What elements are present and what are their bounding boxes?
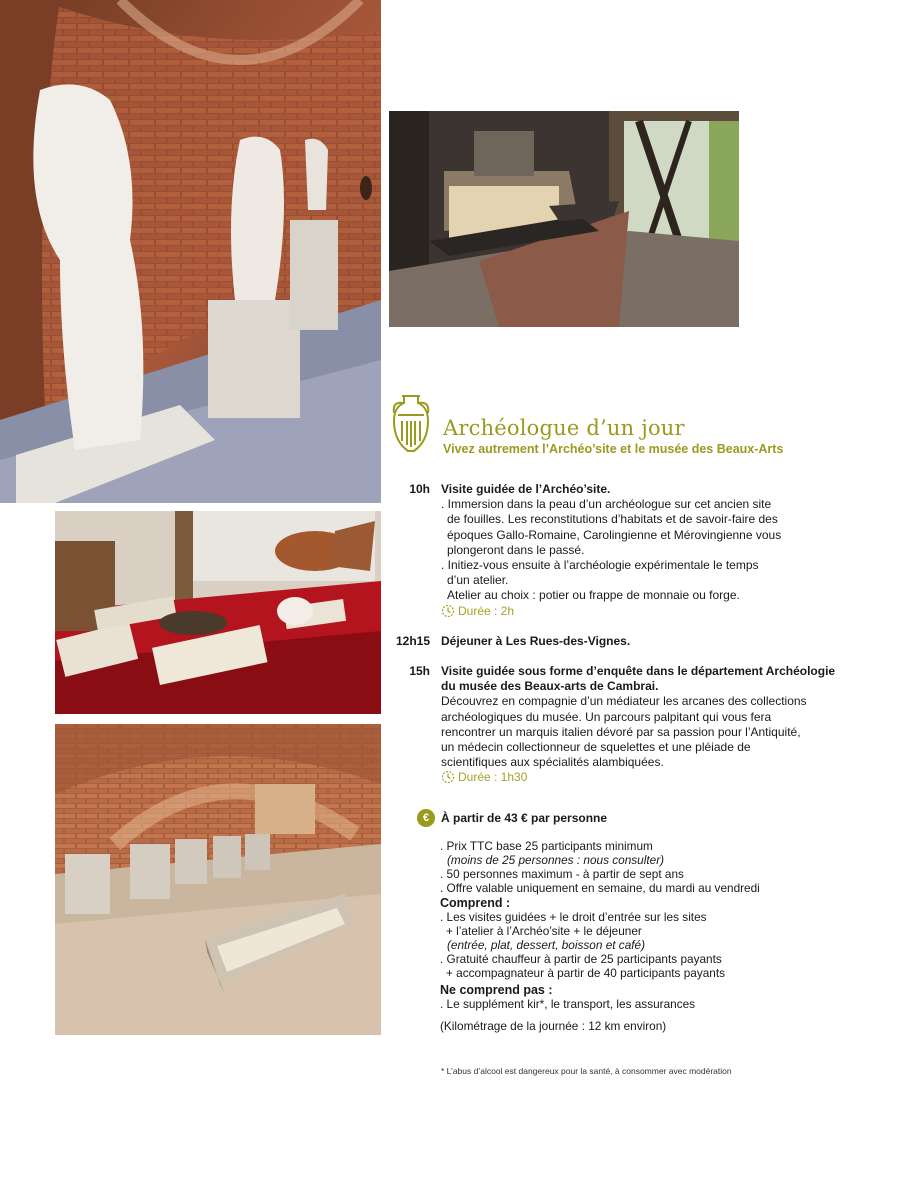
includes-section <box>440 896 860 980</box>
schedule-line: Atelier au choix : potier ou frappe de monnaie ou forge. <box>447 588 740 603</box>
euro-icon: € <box>417 809 435 827</box>
schedule-heading: Déjeuner à Les Rues-des-Vignes. <box>441 634 631 648</box>
amphora-vase-icon <box>390 393 432 455</box>
forge-anvil-photo <box>389 111 739 327</box>
schedule-line: rencontrer un marquis italien dévoré par sa passion pour l’Antiquité, <box>441 724 801 739</box>
includes-line: + l’atelier à l’Archéo’site + le déjeuner <box>446 924 642 938</box>
schedule-time: 15h <box>409 664 430 678</box>
mileage-note <box>440 1019 860 1033</box>
mileage-text: (Kilométrage de la journée : 12 km environ) <box>440 1019 667 1033</box>
schedule-line: archéologiques du musée. Un parcours palpitant qui vous fera <box>441 709 772 724</box>
schedule-time: 12h15 <box>395 634 430 648</box>
schedule-line: Découvrez en compagnie d’un médiateur les arcanes des collections <box>441 694 807 709</box>
excludes-heading: Ne comprend pas : <box>440 983 553 997</box>
price-label: À partir de 43 € par personne <box>441 811 608 825</box>
alcohol-footnote: * L’abus d’alcool est dangereux pour la santé, à consommer avec modération <box>441 1066 732 1076</box>
clock-icon <box>441 770 455 784</box>
schedule-heading: Visite guidée sous forme d’enquête dans le département Archéologie <box>441 664 836 678</box>
schedule-line: époques Gallo-Romaine, Carolingienne et Mérovingienne vous <box>447 527 782 542</box>
condition-line: . 50 personnes maximum - à partir de sept ans <box>440 867 684 881</box>
schedule-line: . Immersion dans la peau d’un archéologue sur cet ancien site <box>441 497 772 512</box>
schedule-line: d’un atelier. <box>447 573 509 588</box>
schedule-time: 10h <box>409 482 430 496</box>
schedule-heading: Visite guidée de l’Archéo’site. <box>441 482 611 496</box>
duration-text: Durée : 1h30 <box>458 770 528 785</box>
includes-line: . Gratuité chauffeur à partir de 25 participants payants <box>440 952 722 966</box>
duration-label <box>441 770 851 785</box>
schedule-line: . Initiez-vous ensuite à l’archéologie expérimentale le temps <box>441 558 759 573</box>
condition-line: . Prix TTC base 25 participants minimum <box>440 839 653 853</box>
includes-line: + accompagnateur à partir de 40 participants payants <box>446 966 726 980</box>
clock-icon <box>441 604 455 618</box>
duration-label <box>441 604 851 619</box>
vaulted-crypt-photo <box>55 724 381 1035</box>
page-subtitle: Vivez autrement l’Archéo’site et le musée des Beaux-Arts <box>443 442 784 456</box>
includes-line: (entrée, plat, dessert, boisson et café) <box>447 938 646 952</box>
schedule-heading: du musée des Beaux-arts de Cambrai. <box>441 679 659 694</box>
statues-gallery-photo <box>0 0 381 503</box>
includes-heading: Comprend : <box>440 896 511 910</box>
duration-text: Durée : 2h <box>458 603 515 618</box>
excludes-section <box>440 983 860 1011</box>
excludes-line: . Le supplément kir*, le transport, les assurances <box>440 997 696 1011</box>
schedule-line: plongeront dans le passé. <box>447 542 585 557</box>
conditions-list <box>440 839 860 895</box>
schedule-line: un médecin collectionneur de squelettes et une pléiade de <box>441 740 751 755</box>
schedule-line: scientifiques aux spécialités alambiquées. <box>441 755 664 770</box>
artifacts-display-photo <box>55 511 381 714</box>
condition-line: (moins de 25 personnes : nous consulter) <box>447 853 665 867</box>
page-title: Archéologue d’un jour <box>443 416 685 440</box>
includes-line: . Les visites guidées + le droit d’entrée sur les sites <box>440 910 707 924</box>
condition-line: . Offre valable uniquement en semaine, du mardi au vendredi <box>440 881 760 895</box>
schedule-line: de fouilles. Les reconstitutions d’habitats et de savoir-faire des <box>447 512 778 527</box>
